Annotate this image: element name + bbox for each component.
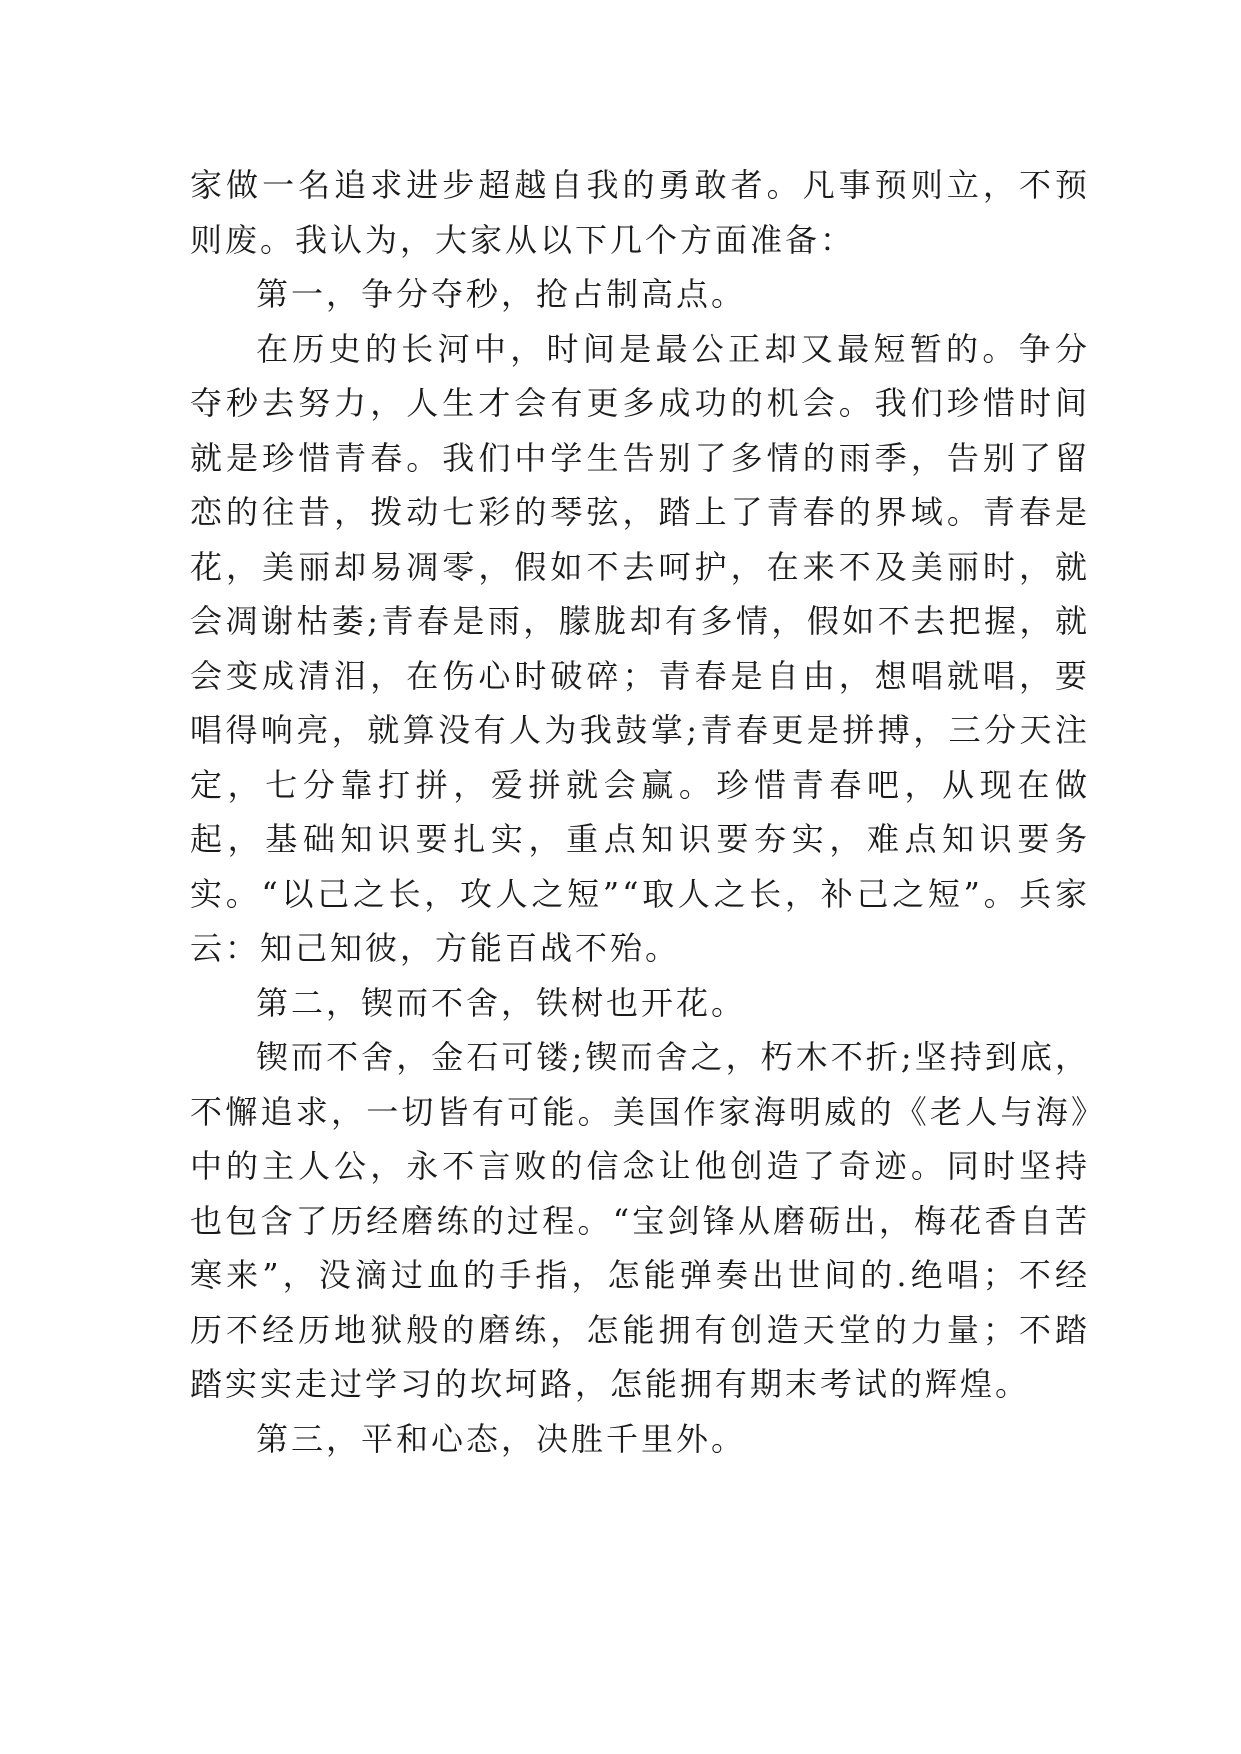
paragraph-time: 在历史的长河中，时间是最公正却又最短暂的。争分夺秒去努力，人生才会有更多成功的机会。我们珍惜时间就是珍惜青春。我们中学生告别了多情的雨季，告别了留恋的往昔，拨动七彩的琴弦，踏上了青春的界域。青春是花，美丽却易凋零，假如不去呵护，在来不及美丽时，就会凋谢枯萎;青春是雨，朦胧却有多情，假如不去把握，就会变成清泪，在伤心时破碎；青春是自由，想唱就唱，要唱得响亮，就算没有人为我鼓掌;青春更是拼搏，三分天注定，七分靠打拼，爱拼就会赢。珍惜青春吧，从现在做起，基础知识要扎实，重点知识要夯实，难点知识要务实。“以己之长，攻人之短”“取人之长，补己之短”。兵家云：知己知彼，方能百战不殆。: [190, 329, 1090, 967]
section-heading-third: 第三，平和心态，决胜千里外。: [256, 1419, 747, 1458]
section-heading-second: 第二，锲而不舍，铁树也开花。: [256, 983, 747, 1022]
section-heading-first: 第一，争分夺秒，抢占制高点。: [256, 275, 747, 313]
document-body: [190, 158, 1090, 1466]
paragraph-perseverance: 锲而不舍，金石可镂;锲而舍之，朽木不折;坚持到底，不懈追求，一切皆有可能。美国作家海明威的《老人与海》中的主人公，永不言败的信念让他创造了奇迹。同时坚持也包含了历经磨练的过程。“宝剑锋从磨砺出，梅花香自苦寒来”，没滴过血的手指，怎能弹奏出世间的.绝唱；不经历不经历地狱般的磨练，怎能拥有创造天堂的力量；不踏踏实实走过学习的坎坷路，怎能拥有期末考试的辉煌。: [190, 1038, 1090, 1403]
paragraph-intro: 家做一名追求进步超越自我的勇敢者。凡事预则立，不预则废。我认为，大家从以下几个方面准备：: [190, 166, 1090, 259]
